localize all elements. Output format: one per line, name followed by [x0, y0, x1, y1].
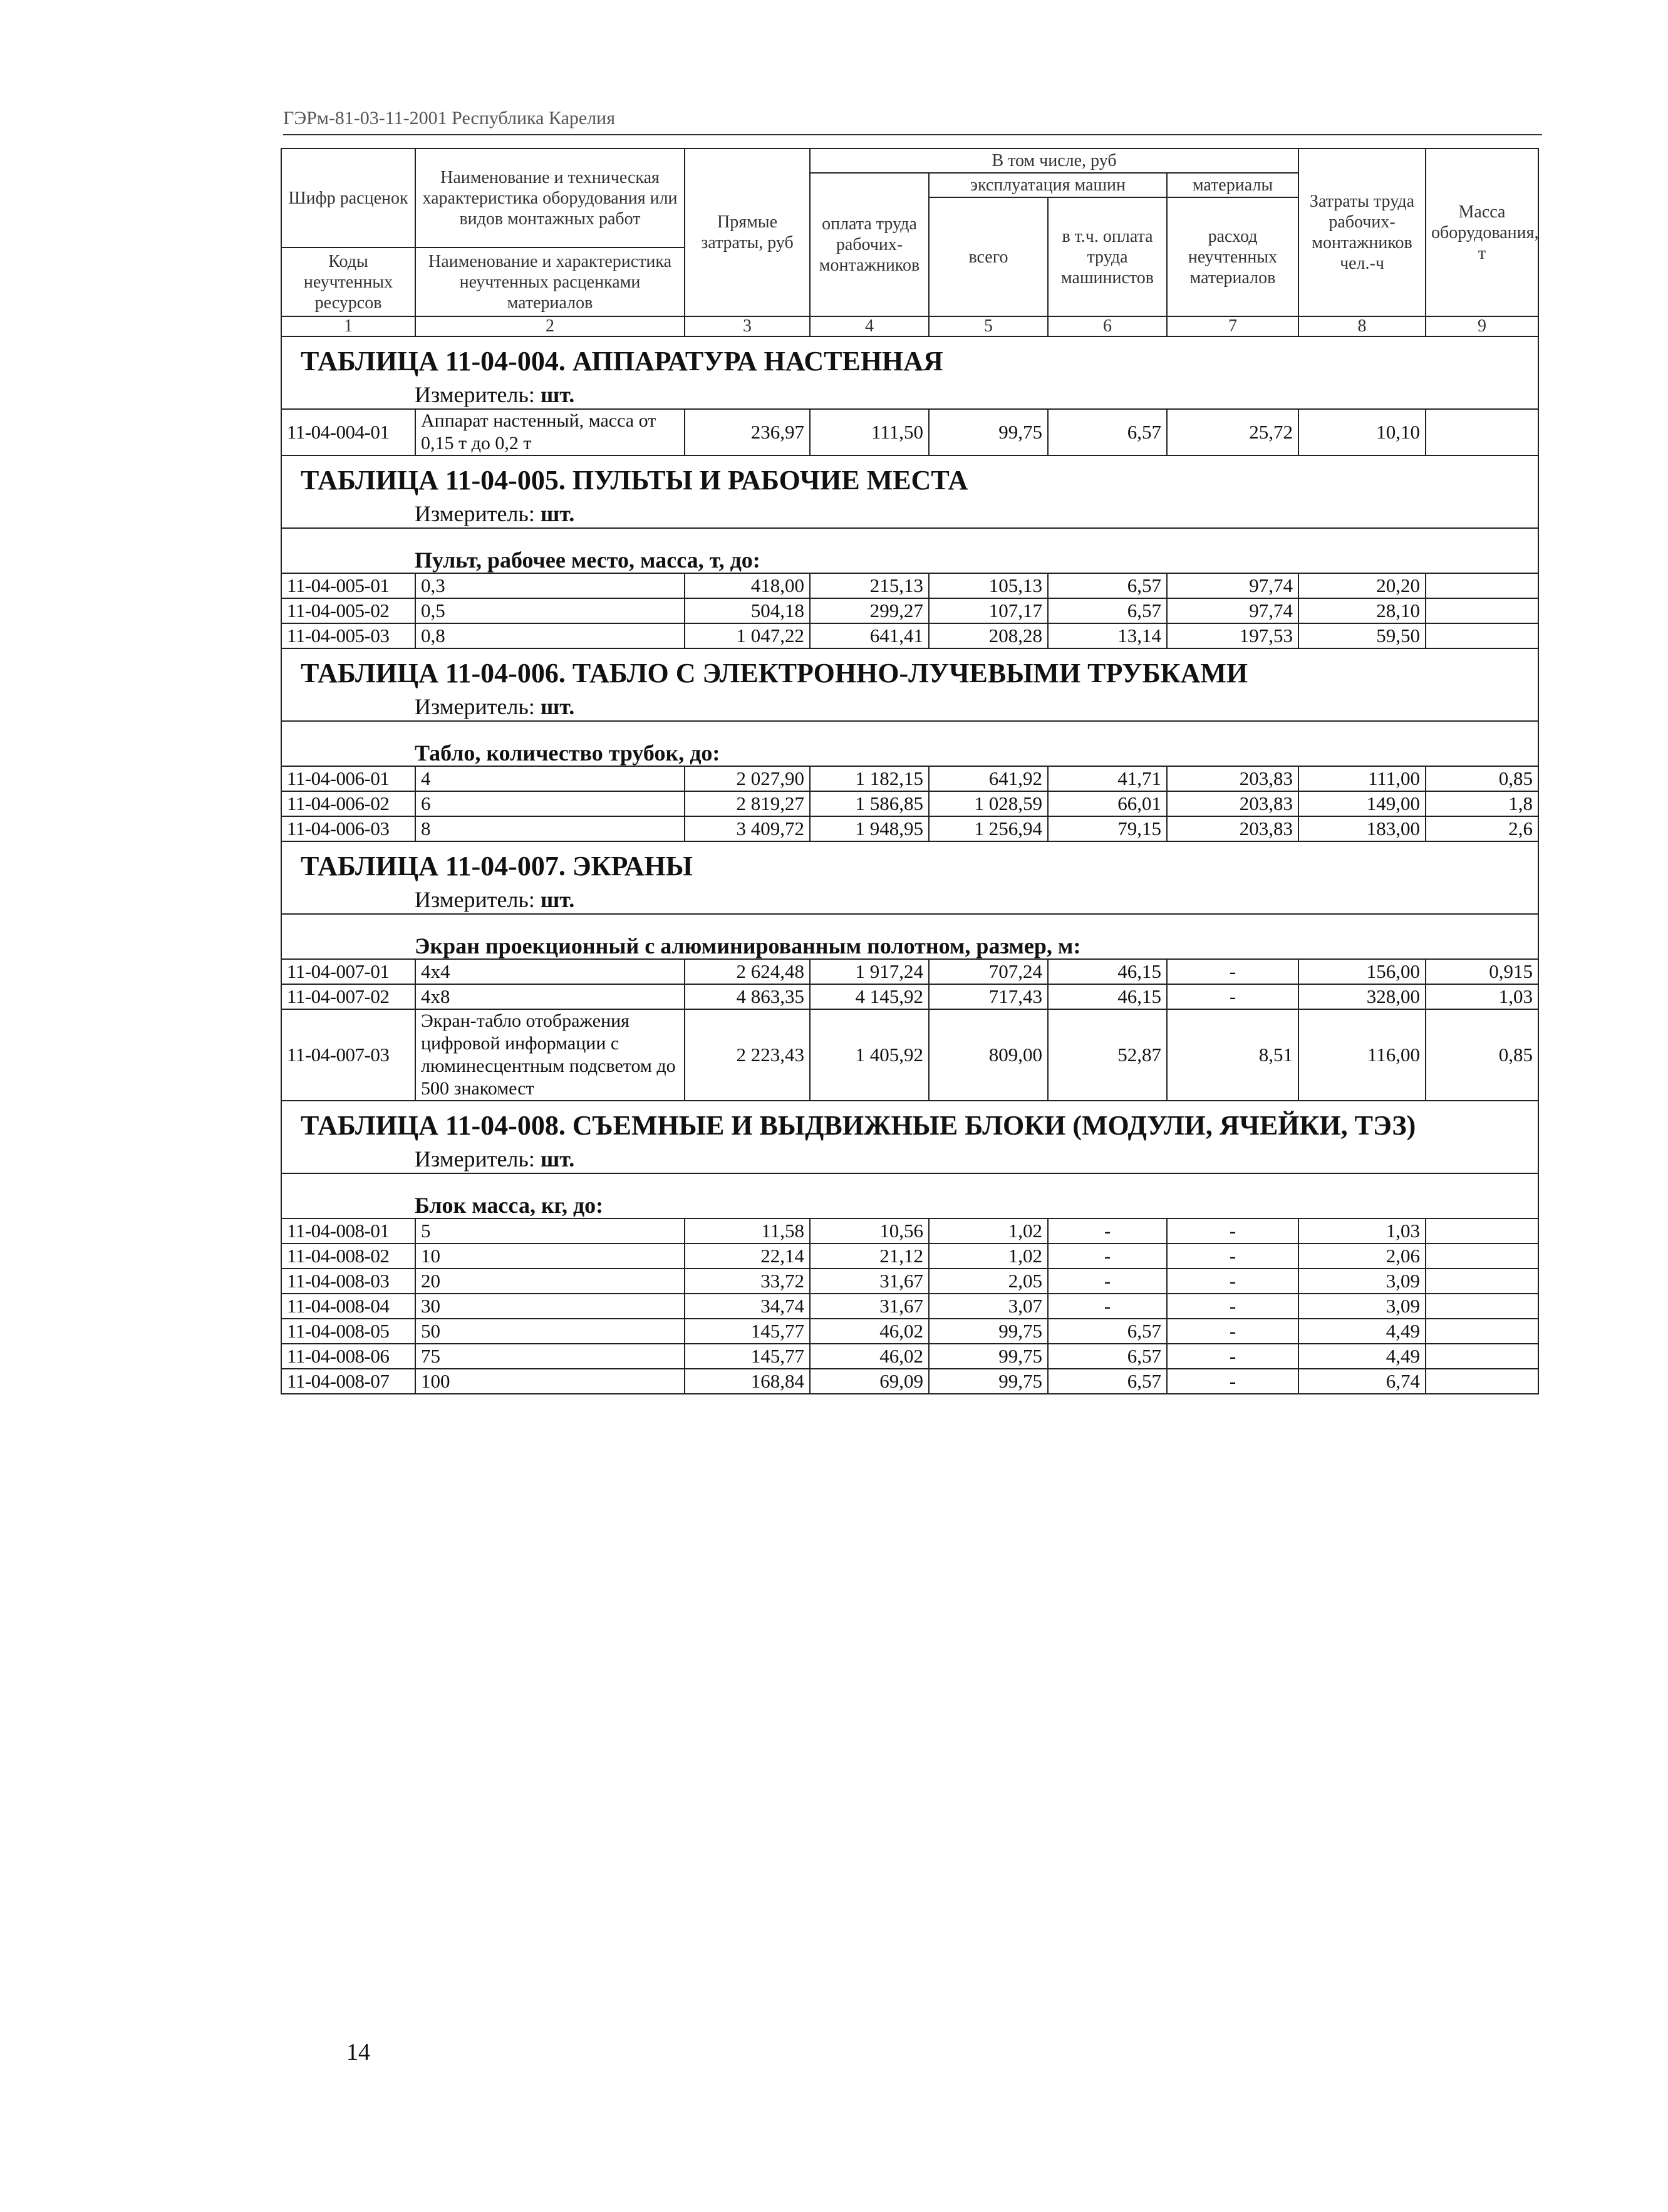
cell-materials: - — [1167, 1218, 1298, 1244]
cell-machines-total: 3,07 — [929, 1294, 1048, 1319]
cell-materials: 203,83 — [1167, 791, 1298, 816]
cell-machinists-pay: - — [1048, 1269, 1167, 1294]
section-title-row — [281, 648, 1538, 693]
header-machines: эксплуатация машин — [929, 173, 1167, 197]
cell-name: 0,8 — [415, 623, 685, 648]
cell-labor-hours: 28,10 — [1298, 598, 1426, 623]
cell-machinists-pay: 6,57 — [1048, 1369, 1167, 1394]
meter-value: шт. — [540, 1146, 575, 1171]
cell-name: 0,3 — [415, 573, 685, 598]
header-labor-cost: Затраты труда рабочих-монтажников чел.-ч — [1298, 148, 1426, 316]
cell-machines-total: 809,00 — [929, 1009, 1048, 1101]
cell-direct-costs: 22,14 — [685, 1244, 810, 1269]
column-number: 6 — [1048, 316, 1167, 336]
subgroup-title: Экран проекционный с алюминированным полотном, размер, м: — [281, 914, 1538, 959]
cell-mass — [1426, 1344, 1538, 1369]
cell-labor-hours: 4,49 — [1298, 1319, 1426, 1344]
cell-code: 11-04-008-01 — [281, 1218, 415, 1244]
subgroup-title: Блок масса, кг, до: — [281, 1173, 1538, 1218]
cell-materials: - — [1167, 1294, 1298, 1319]
cell-code: 11-04-008-06 — [281, 1344, 415, 1369]
header-direct-costs: Прямые затраты, руб — [685, 148, 810, 316]
meter-label: Измеритель: — [415, 694, 535, 719]
cell-labor-hours: 328,00 — [1298, 984, 1426, 1009]
price-table — [281, 148, 1539, 1394]
column-number: 7 — [1167, 316, 1298, 336]
cell-machinists-pay: 66,01 — [1048, 791, 1167, 816]
cell-name: 75 — [415, 1344, 685, 1369]
cell-labor-pay: 4 145,92 — [810, 984, 929, 1009]
cell-labor-pay: 31,67 — [810, 1294, 929, 1319]
cell-direct-costs: 236,97 — [685, 409, 810, 455]
cell-materials: 25,72 — [1167, 409, 1298, 455]
cell-machines-total: 99,75 — [929, 409, 1048, 455]
header-code-bottom: Коды неучтенных ресурсов — [281, 247, 415, 316]
table-row — [281, 984, 1538, 1009]
cell-mass — [1426, 409, 1538, 455]
table-row — [281, 1009, 1538, 1101]
cell-mass — [1426, 1218, 1538, 1244]
cell-code: 11-04-006-02 — [281, 791, 415, 816]
cell-code: 11-04-005-03 — [281, 623, 415, 648]
cell-machinists-pay: 6,57 — [1048, 1344, 1167, 1369]
column-number: 2 — [415, 316, 685, 336]
cell-machinists-pay: 46,15 — [1048, 984, 1167, 1009]
cell-direct-costs: 11,58 — [685, 1218, 810, 1244]
cell-code: 11-04-008-04 — [281, 1294, 415, 1319]
meter-value: шт. — [540, 694, 575, 719]
cell-mass — [1426, 598, 1538, 623]
meter-row — [281, 1145, 1538, 1173]
cell-direct-costs: 2 027,90 — [685, 766, 810, 791]
cell-name: 4 — [415, 766, 685, 791]
column-number: 3 — [685, 316, 810, 336]
cell-code: 11-04-008-05 — [281, 1319, 415, 1344]
header-name-top: Наименование и техническая характеристика оборудования или видов монтажных работ — [415, 148, 685, 247]
cell-machinists-pay: - — [1048, 1218, 1167, 1244]
table-row — [281, 409, 1538, 455]
cell-materials: - — [1167, 1244, 1298, 1269]
cell-labor-hours: 10,10 — [1298, 409, 1426, 455]
cell-labor-pay: 10,56 — [810, 1218, 929, 1244]
table-row — [281, 598, 1538, 623]
cell-mass: 0,85 — [1426, 1009, 1538, 1101]
meter-value: шт. — [540, 887, 575, 912]
cell-labor-pay: 69,09 — [810, 1369, 929, 1394]
cell-direct-costs: 4 863,35 — [685, 984, 810, 1009]
header-machines-total: всего — [929, 197, 1048, 316]
cell-machinists-pay: - — [1048, 1294, 1167, 1319]
section-title: ТАБЛИЦА 11-04-005. ПУЛЬТЫ И РАБОЧИЕ МЕСТА — [281, 455, 1538, 500]
header-equipment-mass: Масса оборудования, т — [1426, 148, 1538, 316]
meter-row — [281, 693, 1538, 721]
table-row — [281, 1319, 1538, 1344]
cell-direct-costs: 33,72 — [685, 1269, 810, 1294]
meter-label: Измеритель: — [415, 887, 535, 912]
cell-materials: - — [1167, 1369, 1298, 1394]
cell-labor-hours: 2,06 — [1298, 1244, 1426, 1269]
cell-labor-hours: 59,50 — [1298, 623, 1426, 648]
subgroup-row — [281, 914, 1538, 959]
cell-machinists-pay: - — [1048, 1244, 1167, 1269]
cell-materials: - — [1167, 959, 1298, 984]
subgroup-row — [281, 1173, 1538, 1218]
header-materials: материалы — [1167, 173, 1298, 197]
cell-mass — [1426, 1294, 1538, 1319]
meter-row — [281, 500, 1538, 528]
meter-value: шт. — [540, 382, 575, 407]
cell-labor-pay: 111,50 — [810, 409, 929, 455]
header-column-numbers — [281, 316, 1538, 336]
cell-name: 0,5 — [415, 598, 685, 623]
cell-direct-costs: 2 819,27 — [685, 791, 810, 816]
table-row — [281, 959, 1538, 984]
column-number: 1 — [281, 316, 415, 336]
cell-direct-costs: 34,74 — [685, 1294, 810, 1319]
table-header — [281, 148, 1538, 336]
cell-labor-pay: 1 405,92 — [810, 1009, 929, 1101]
cell-direct-costs: 145,77 — [685, 1319, 810, 1344]
subgroup-title: Табло, количество трубок, до: — [281, 721, 1538, 766]
table-row — [281, 1269, 1538, 1294]
meter-cell — [281, 1145, 1538, 1173]
cell-mass: 1,03 — [1426, 984, 1538, 1009]
table-row — [281, 573, 1538, 598]
cell-labor-pay: 31,67 — [810, 1269, 929, 1294]
section-title-row — [281, 1101, 1538, 1145]
cell-materials: - — [1167, 1269, 1298, 1294]
cell-mass — [1426, 1319, 1538, 1344]
cell-labor-hours: 156,00 — [1298, 959, 1426, 984]
subgroup-row — [281, 721, 1538, 766]
cell-machinists-pay: 6,57 — [1048, 598, 1167, 623]
cell-machines-total: 1 256,94 — [929, 816, 1048, 841]
cell-machinists-pay: 46,15 — [1048, 959, 1167, 984]
header-including: В том числе, руб — [810, 148, 1298, 173]
cell-mass — [1426, 1369, 1538, 1394]
meter-row — [281, 886, 1538, 914]
section-title-row — [281, 455, 1538, 500]
cell-machinists-pay: 41,71 — [1048, 766, 1167, 791]
cell-name: 10 — [415, 1244, 685, 1269]
table-body — [281, 336, 1538, 1394]
cell-direct-costs: 168,84 — [685, 1369, 810, 1394]
cell-machines-total: 1 028,59 — [929, 791, 1048, 816]
header-code-top: Шифр расценок — [281, 148, 415, 247]
table-row — [281, 1294, 1538, 1319]
cell-name: 5 — [415, 1218, 685, 1244]
cell-direct-costs: 3 409,72 — [685, 816, 810, 841]
cell-machines-total: 99,75 — [929, 1319, 1048, 1344]
cell-materials: 197,53 — [1167, 623, 1298, 648]
cell-labor-hours: 183,00 — [1298, 816, 1426, 841]
header-labor-pay: оплата труда рабочих-монтажников — [810, 173, 929, 316]
cell-code: 11-04-007-03 — [281, 1009, 415, 1101]
column-number: 4 — [810, 316, 929, 336]
cell-machines-total: 1,02 — [929, 1218, 1048, 1244]
cell-code: 11-04-006-03 — [281, 816, 415, 841]
cell-name: 20 — [415, 1269, 685, 1294]
cell-labor-hours: 111,00 — [1298, 766, 1426, 791]
cell-labor-hours: 3,09 — [1298, 1294, 1426, 1319]
section-title: ТАБЛИЦА 11-04-004. АППАРАТУРА НАСТЕННАЯ — [281, 336, 1538, 381]
cell-name: 4х8 — [415, 984, 685, 1009]
cell-name: 50 — [415, 1319, 685, 1344]
subgroup-title: Пульт, рабочее место, масса, т, до: — [281, 528, 1538, 573]
meter-label: Измеритель: — [415, 382, 535, 407]
cell-machines-total: 641,92 — [929, 766, 1048, 791]
cell-machines-total: 2,05 — [929, 1269, 1048, 1294]
cell-materials: 203,83 — [1167, 766, 1298, 791]
page-number: 14 — [346, 2039, 370, 2065]
cell-machines-total: 107,17 — [929, 598, 1048, 623]
meter-cell — [281, 500, 1538, 528]
cell-direct-costs: 145,77 — [685, 1344, 810, 1369]
table-row — [281, 1344, 1538, 1369]
cell-labor-pay: 641,41 — [810, 623, 929, 648]
cell-mass — [1426, 623, 1538, 648]
cell-code: 11-04-008-07 — [281, 1369, 415, 1394]
cell-direct-costs: 504,18 — [685, 598, 810, 623]
cell-labor-pay: 1 917,24 — [810, 959, 929, 984]
cell-labor-hours: 6,74 — [1298, 1369, 1426, 1394]
table-row — [281, 1244, 1538, 1269]
cell-code: 11-04-004-01 — [281, 409, 415, 455]
cell-name: 8 — [415, 816, 685, 841]
cell-materials: 97,74 — [1167, 598, 1298, 623]
cell-labor-hours: 3,09 — [1298, 1269, 1426, 1294]
cell-machines-total: 105,13 — [929, 573, 1048, 598]
cell-materials: 203,83 — [1167, 816, 1298, 841]
cell-mass: 0,85 — [1426, 766, 1538, 791]
cell-code: 11-04-005-01 — [281, 573, 415, 598]
cell-code: 11-04-006-01 — [281, 766, 415, 791]
cell-labor-pay: 21,12 — [810, 1244, 929, 1269]
cell-machinists-pay: 13,14 — [1048, 623, 1167, 648]
cell-name: 6 — [415, 791, 685, 816]
header-machinists-pay: в т.ч. оплата труда машинистов — [1048, 197, 1167, 316]
cell-mass: 0,915 — [1426, 959, 1538, 984]
cell-labor-hours: 116,00 — [1298, 1009, 1426, 1101]
meter-cell — [281, 693, 1538, 721]
meter-row — [281, 381, 1538, 409]
section-title-row — [281, 841, 1538, 886]
table-row — [281, 1369, 1538, 1394]
cell-machinists-pay: 6,57 — [1048, 409, 1167, 455]
cell-materials: - — [1167, 1344, 1298, 1369]
cell-labor-hours: 149,00 — [1298, 791, 1426, 816]
table-row — [281, 623, 1538, 648]
cell-labor-pay: 46,02 — [810, 1344, 929, 1369]
cell-code: 11-04-008-02 — [281, 1244, 415, 1269]
column-number: 9 — [1426, 316, 1538, 336]
table-row — [281, 1218, 1538, 1244]
cell-labor-hours: 20,20 — [1298, 573, 1426, 598]
cell-name: Экран-табло отображения цифровой информации с люминесцентным подсветом до 500 знакомест — [415, 1009, 685, 1101]
cell-code: 11-04-007-01 — [281, 959, 415, 984]
meter-value: шт. — [540, 501, 575, 526]
cell-mass — [1426, 1244, 1538, 1269]
header-rule — [283, 134, 1542, 135]
cell-machinists-pay: 52,87 — [1048, 1009, 1167, 1101]
running-head: ГЭРм-81-03-11-2001 Республика Карелия — [283, 108, 616, 128]
cell-machines-total: 99,75 — [929, 1369, 1048, 1394]
cell-machinists-pay: 6,57 — [1048, 573, 1167, 598]
cell-machines-total: 707,24 — [929, 959, 1048, 984]
cell-mass — [1426, 1269, 1538, 1294]
table-row — [281, 766, 1538, 791]
section-title: ТАБЛИЦА 11-04-006. ТАБЛО С ЭЛЕКТРОННО-ЛУЧЕВЫМИ ТРУБКАМИ — [281, 648, 1538, 693]
cell-machines-total: 1,02 — [929, 1244, 1048, 1269]
column-number: 8 — [1298, 316, 1426, 336]
cell-machines-total: 717,43 — [929, 984, 1048, 1009]
table-row — [281, 816, 1538, 841]
section-title: ТАБЛИЦА 11-04-008. СЪЕМНЫЕ И ВЫДВИЖНЫЕ БЛОКИ (МОДУЛИ, ЯЧЕЙКИ, ТЭЗ) — [281, 1101, 1538, 1145]
meter-label: Измеритель: — [415, 1146, 535, 1171]
cell-mass: 2,6 — [1426, 816, 1538, 841]
cell-name: 30 — [415, 1294, 685, 1319]
table-row — [281, 791, 1538, 816]
cell-name: 100 — [415, 1369, 685, 1394]
header-name-bottom: Наименование и характеристика неучтенных расценками материалов — [415, 247, 685, 316]
cell-materials: - — [1167, 1319, 1298, 1344]
cell-code: 11-04-005-02 — [281, 598, 415, 623]
cell-machines-total: 208,28 — [929, 623, 1048, 648]
cell-materials: 8,51 — [1167, 1009, 1298, 1101]
section-title-row — [281, 336, 1538, 381]
cell-mass — [1426, 573, 1538, 598]
cell-labor-pay: 1 182,15 — [810, 766, 929, 791]
cell-labor-pay: 1 948,95 — [810, 816, 929, 841]
cell-code: 11-04-008-03 — [281, 1269, 415, 1294]
meter-cell — [281, 381, 1538, 409]
cell-labor-pay: 1 586,85 — [810, 791, 929, 816]
column-number: 5 — [929, 316, 1048, 336]
cell-labor-hours: 1,03 — [1298, 1218, 1426, 1244]
cell-machines-total: 99,75 — [929, 1344, 1048, 1369]
cell-labor-pay: 46,02 — [810, 1319, 929, 1344]
cell-name: 4х4 — [415, 959, 685, 984]
header-unaccounted-materials: расход неучтенных материалов — [1167, 197, 1298, 316]
subgroup-row — [281, 528, 1538, 573]
cell-direct-costs: 2 223,43 — [685, 1009, 810, 1101]
cell-labor-pay: 299,27 — [810, 598, 929, 623]
cell-labor-hours: 4,49 — [1298, 1344, 1426, 1369]
cell-machinists-pay: 6,57 — [1048, 1319, 1167, 1344]
cell-name: Аппарат настенный, масса от 0,15 т до 0,2 т — [415, 409, 685, 455]
section-title: ТАБЛИЦА 11-04-007. ЭКРАНЫ — [281, 841, 1538, 886]
meter-cell — [281, 886, 1538, 914]
cell-code: 11-04-007-02 — [281, 984, 415, 1009]
cell-materials: 97,74 — [1167, 573, 1298, 598]
cell-direct-costs: 1 047,22 — [685, 623, 810, 648]
cell-mass: 1,8 — [1426, 791, 1538, 816]
cell-materials: - — [1167, 984, 1298, 1009]
meter-label: Измеритель: — [415, 501, 535, 526]
cell-machinists-pay: 79,15 — [1048, 816, 1167, 841]
cell-direct-costs: 418,00 — [685, 573, 810, 598]
cell-direct-costs: 2 624,48 — [685, 959, 810, 984]
cell-labor-pay: 215,13 — [810, 573, 929, 598]
